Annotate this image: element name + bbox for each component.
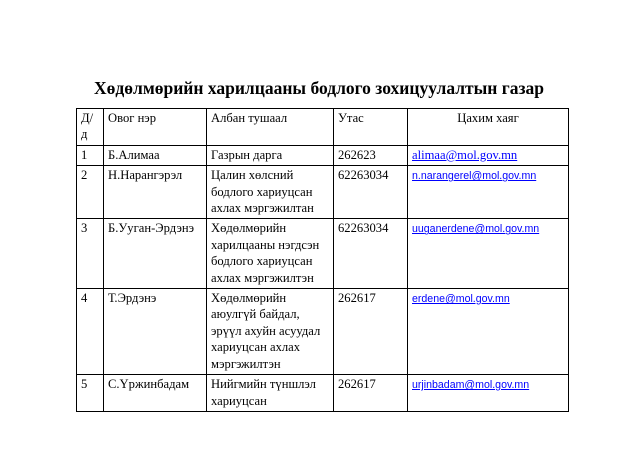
- row-number: 1: [77, 145, 104, 165]
- header-number: Д/д: [77, 109, 104, 146]
- row-position: Хөдөлмөрийн харилцааны нэгдсэн бодлого хариуцсан ахлах мэргэжилтэн: [207, 219, 334, 289]
- header-email: Цахим хаяг: [408, 109, 569, 146]
- row-number: 5: [77, 375, 104, 412]
- table-row: [77, 166, 569, 219]
- row-name: Б.Алимаа: [104, 145, 207, 165]
- row-phone: 262617: [334, 375, 408, 412]
- row-number: 2: [77, 166, 104, 219]
- email-link[interactable]: uuganerdene@mol.gov.mn: [412, 223, 540, 236]
- row-name: Н.Нарангэрэл: [104, 166, 207, 219]
- header-phone: Утас: [334, 109, 408, 146]
- row-email-cell: [408, 375, 569, 412]
- row-email-cell: [408, 166, 569, 219]
- table-row: [77, 375, 569, 412]
- row-position: Цалин хөлсний бодлого хариуцсан ахлах мэргэжилтан: [207, 166, 334, 219]
- email-link[interactable]: n.narangerel@mol.gov.mn: [412, 170, 537, 183]
- email-link[interactable]: urjinbadam@mol.gov.mn: [412, 379, 530, 392]
- table-header-row: [77, 109, 569, 146]
- row-position: Нийгмийн түншлэл хариуцсан: [207, 375, 334, 412]
- row-phone: 62263034: [334, 219, 408, 289]
- header-position: Албан тушаал: [207, 109, 334, 146]
- table-row: [77, 145, 569, 165]
- row-number: 4: [77, 289, 104, 375]
- row-position: Хөдөлмөрийн аюулгүй байдал, эрүүл ахуйн асуудал хариуцсан ахлах мэргэжилтэн: [207, 289, 334, 375]
- row-name: Т.Эрдэнэ: [104, 289, 207, 375]
- row-phone: 262623: [334, 145, 408, 165]
- row-phone: 62263034: [334, 166, 408, 219]
- email-link[interactable]: erdene@mol.gov.mn: [412, 293, 510, 306]
- row-email-cell: [408, 289, 569, 375]
- header-name: Овог нэр: [104, 109, 207, 146]
- row-position: Газрын дарга: [207, 145, 334, 165]
- row-phone: 262617: [334, 289, 408, 375]
- email-link[interactable]: alimaa@mol.gov.mn: [412, 147, 518, 162]
- page-title: Хөдөлмөрийн харилцааны бодлого зохицуулалтын газар: [94, 78, 544, 98]
- table-row: [77, 289, 569, 375]
- row-name: Б.Ууган-Эрдэнэ: [104, 219, 207, 289]
- row-number: 3: [77, 219, 104, 289]
- row-email-cell: [408, 219, 569, 289]
- staff-contact-table: [76, 108, 569, 412]
- table-row: [77, 219, 569, 289]
- row-email-cell: [408, 145, 569, 165]
- row-name: С.Үржинбадам: [104, 375, 207, 412]
